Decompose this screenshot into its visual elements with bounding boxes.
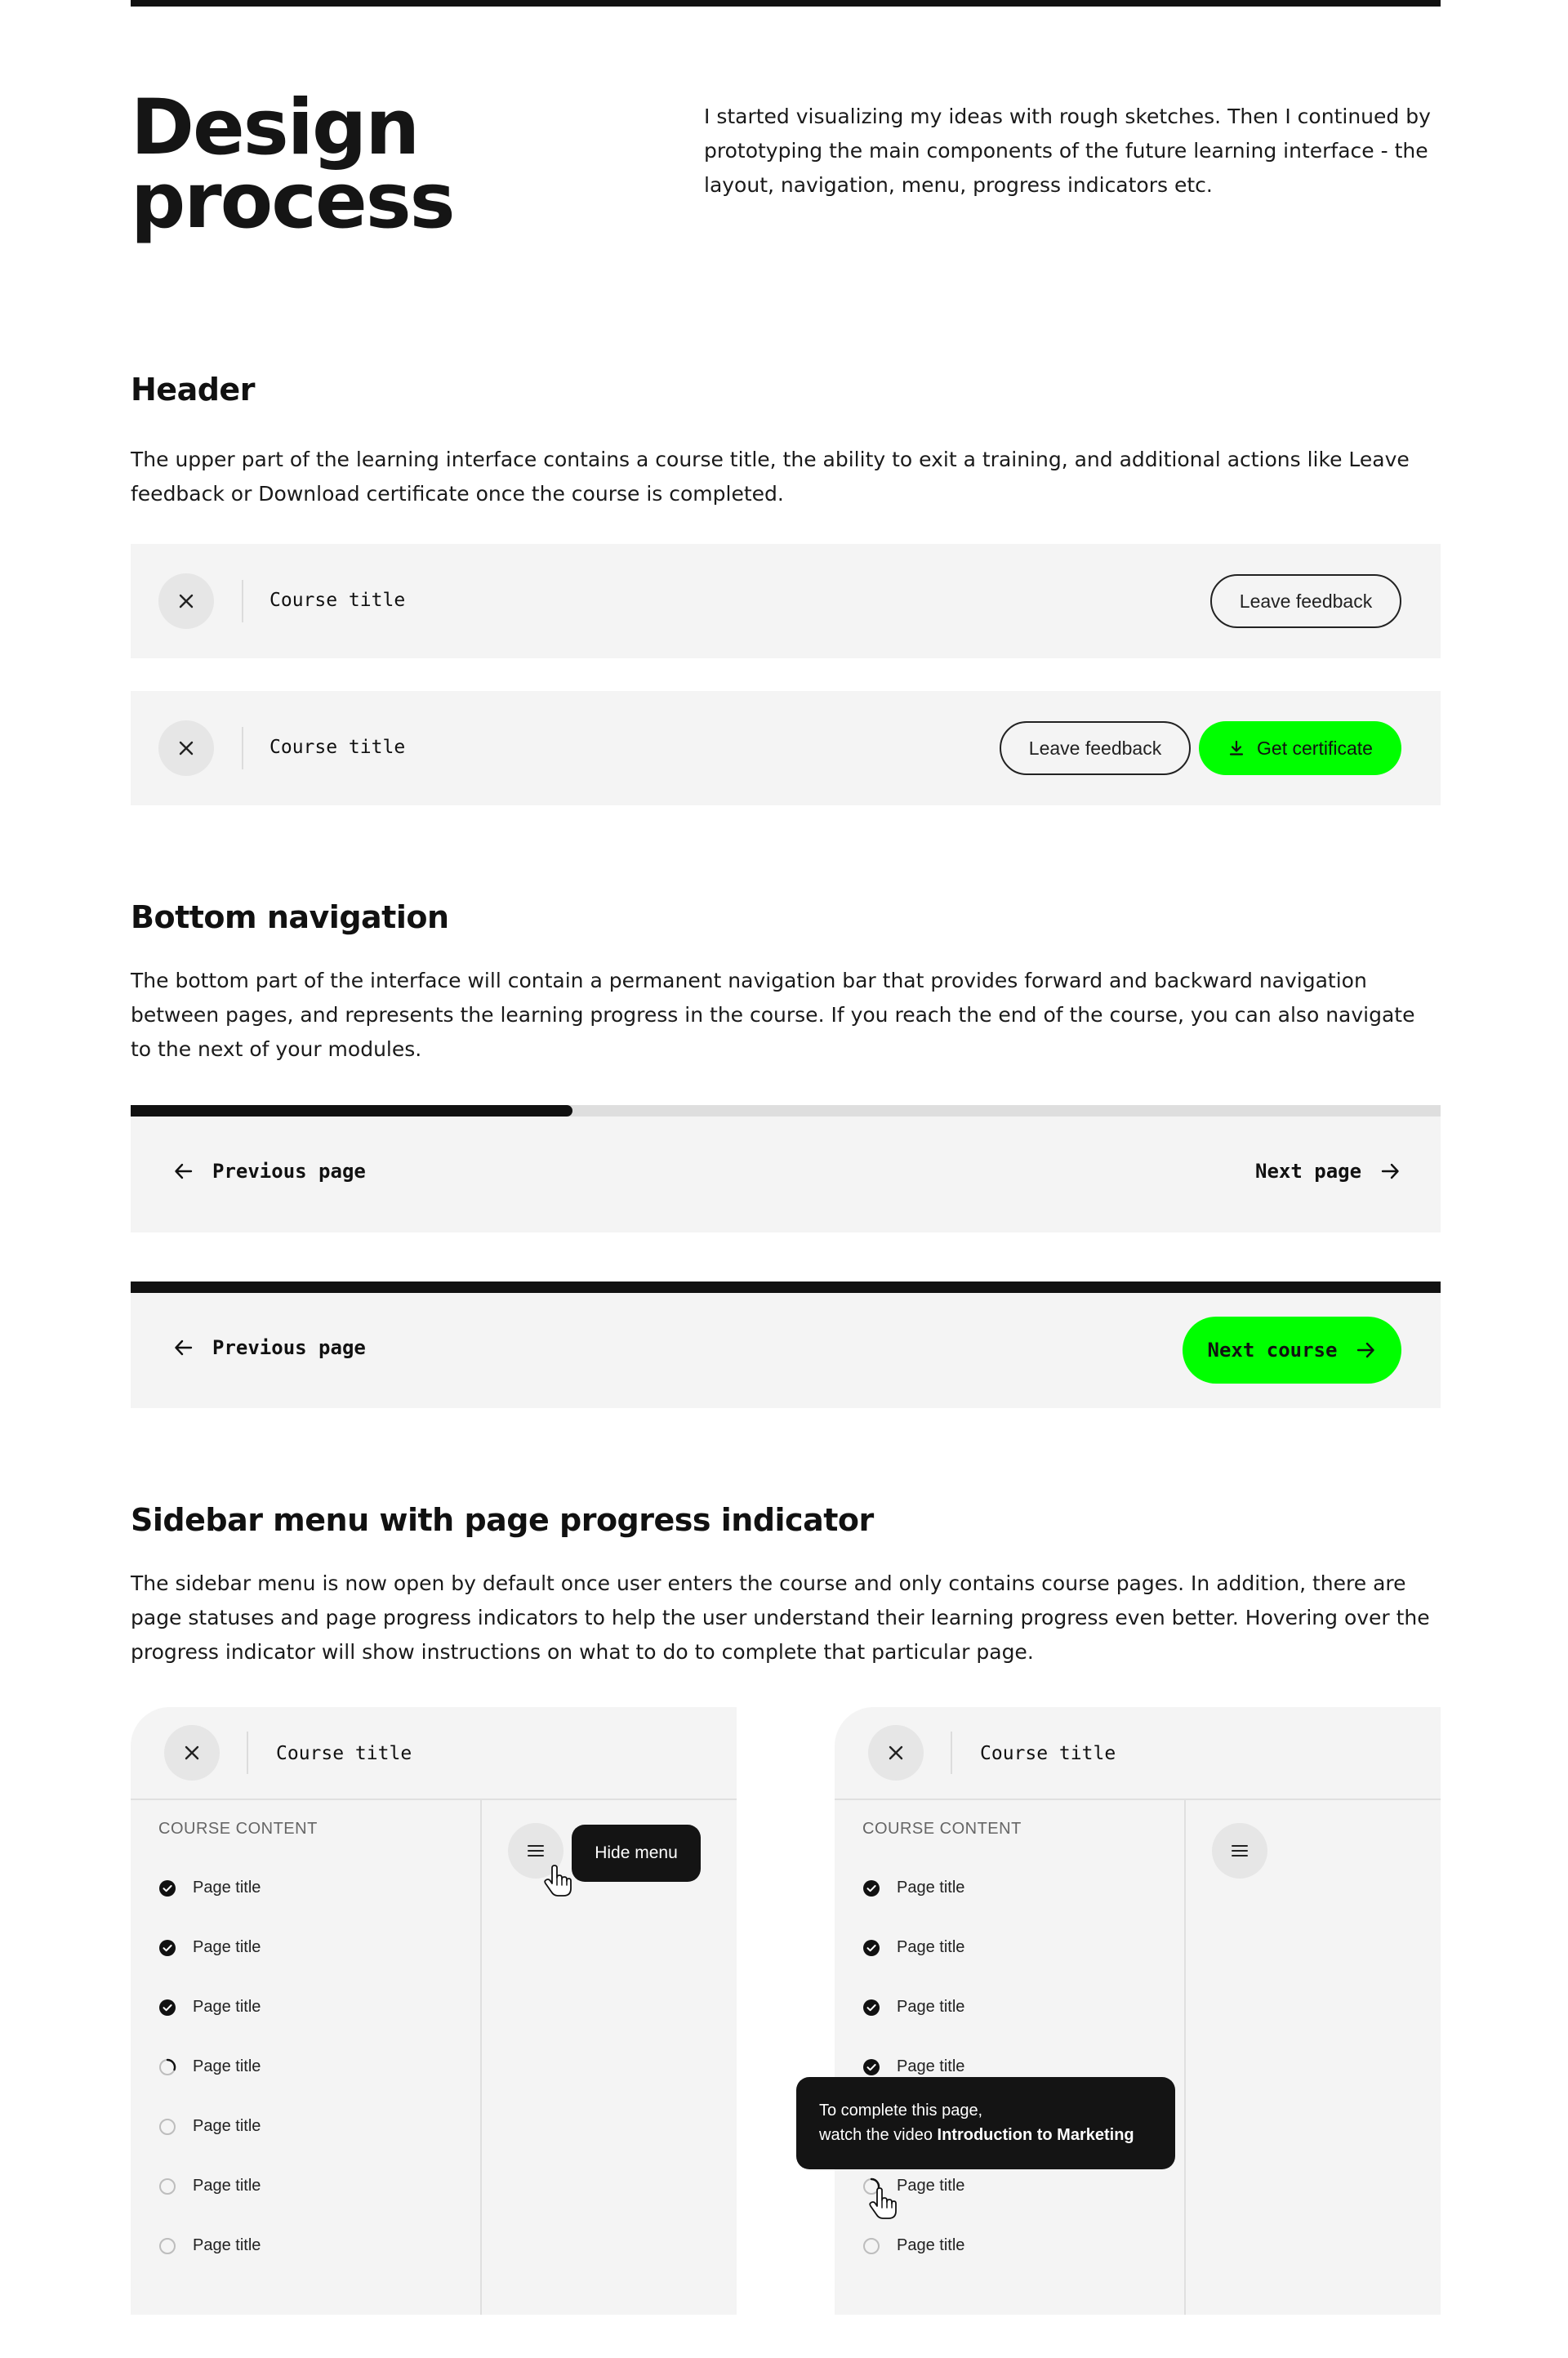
course-progress-bar	[131, 1282, 1441, 1293]
sidebar-section-heading: Sidebar menu with page progress indicator	[131, 1502, 874, 1538]
page-list-item[interactable]	[158, 2057, 261, 2076]
hand-cursor-icon	[869, 2187, 897, 2220]
title-line-1: Design	[131, 83, 419, 172]
bottom-nav-example-1	[131, 1117, 1441, 1232]
close-icon	[887, 1744, 905, 1762]
page-list-item[interactable]	[862, 1879, 964, 1897]
page-title	[131, 83, 454, 246]
course-progress-fill	[131, 1105, 572, 1117]
empty-circle-icon	[158, 2237, 176, 2255]
close-button[interactable]	[164, 1725, 220, 1781]
check-circle-icon	[862, 1939, 880, 1957]
page-list-item[interactable]	[158, 1879, 261, 1897]
page-title-label: Page title	[193, 2117, 261, 2135]
next-course-label: Next course	[1207, 1339, 1338, 1362]
header-example-1	[131, 544, 1441, 658]
course-progress-fill	[131, 1282, 1441, 1293]
close-icon	[177, 592, 195, 610]
header-section-description: The upper part of the learning interface contains a course title, the ability to exit a training, and additional actions like Leave feedback or Download certificate once the course is completed.	[131, 448, 1410, 506]
empty-circle-icon	[158, 2177, 176, 2195]
header-example-2	[131, 691, 1441, 805]
empty-circle-icon	[158, 2118, 176, 2136]
check-circle-icon	[862, 1999, 880, 2017]
close-button[interactable]	[158, 720, 214, 776]
bottom-nav-example-2	[131, 1293, 1441, 1408]
check-circle-icon	[862, 1879, 880, 1897]
course-progress-bar	[131, 1105, 1441, 1117]
arrow-right-icon	[1355, 1339, 1376, 1361]
close-button[interactable]	[868, 1725, 924, 1781]
previous-page-button[interactable]	[173, 1160, 366, 1183]
arrow-right-icon	[1379, 1161, 1401, 1182]
hamburger-icon	[525, 1840, 546, 1861]
page-list-item[interactable]	[862, 1938, 964, 1957]
check-circle-icon	[158, 1939, 176, 1957]
get-certificate-button[interactable]	[1199, 721, 1401, 775]
leave-feedback-button[interactable]: Leave feedback	[1210, 574, 1401, 628]
page-title-label: Page title	[897, 1938, 965, 1956]
arrow-left-icon	[173, 1337, 194, 1358]
header-bottom-border	[835, 1799, 1441, 1800]
get-certificate-label: Get certificate	[1257, 737, 1373, 759]
tooltip-line-1: To complete this page,	[819, 2102, 983, 2120]
page-list-item[interactable]	[158, 2117, 261, 2136]
progress-circle-icon	[158, 2058, 176, 2076]
menu-toggle-button[interactable]	[1212, 1823, 1267, 1879]
close-button[interactable]	[158, 573, 214, 629]
course-content-label: COURSE CONTENT	[862, 1820, 1022, 1838]
header-divider	[242, 580, 243, 622]
page-title-label: Page title	[897, 2057, 965, 2075]
intro-paragraph: I started visualizing my ideas with rough sketches. Then I continued by prototyping the main components of the future learning interface - the layout, navigation, menu, progress indicators etc.	[704, 105, 1431, 197]
page-title-label: Page title	[193, 1938, 261, 1956]
course-title: Course title	[270, 737, 406, 758]
previous-page-button[interactable]	[173, 1336, 366, 1359]
course-title: Course title	[980, 1743, 1116, 1764]
page-list-item[interactable]	[862, 2236, 964, 2255]
leave-feedback-button[interactable]: Leave feedback	[1000, 721, 1191, 775]
bottom-nav-heading: Bottom navigation	[131, 899, 449, 935]
next-page-label: Next page	[1255, 1160, 1362, 1183]
page-list-item[interactable]	[158, 2177, 261, 2195]
tooltip-video-name: Introduction to Marketing	[937, 2126, 1134, 2144]
hand-cursor-icon	[544, 1865, 572, 1897]
header-divider	[242, 727, 243, 769]
page-title-label: Page title	[897, 1879, 965, 1897]
title-line-2: process	[131, 157, 454, 246]
close-icon	[183, 1744, 201, 1762]
page-title-label: Page title	[897, 2236, 965, 2254]
sidebar-section-description: The sidebar menu is now open by default once user enters the course and only contains course pages. In addition, there are page statuses and page progress indicators to help the user understand their learning progress even better. Hovering over the progress indicator will show instructions on what to do to complete that particular page.	[131, 1571, 1430, 1664]
page-list-item[interactable]	[862, 1998, 964, 2017]
course-content-label: COURSE CONTENT	[158, 1820, 318, 1838]
top-divider-bar	[131, 0, 1441, 7]
tooltip-line-2: watch the video Introduction to Marketing	[819, 2126, 1134, 2144]
empty-circle-icon	[862, 2237, 880, 2255]
check-circle-icon	[862, 2058, 880, 2076]
page-list-item[interactable]	[158, 2236, 261, 2255]
header-divider	[247, 1732, 248, 1774]
page-list-item[interactable]	[862, 2057, 964, 2076]
sidebar-border	[480, 1799, 482, 2315]
header-bottom-border	[131, 1799, 737, 1800]
sidebar-example-right	[835, 1707, 1441, 2315]
check-circle-icon	[158, 1999, 176, 2017]
previous-page-label: Previous page	[212, 1336, 366, 1359]
course-title: Course title	[270, 590, 406, 611]
sidebar-border	[1184, 1799, 1186, 2315]
next-page-button[interactable]	[1255, 1160, 1401, 1183]
next-course-button[interactable]	[1183, 1317, 1401, 1384]
page-title-label: Page title	[897, 2177, 965, 2195]
bottom-nav-description: The bottom part of the interface will contain a permanent navigation bar that provides forward and backward navigation between pages, and represents the learning progress in the course. If you reach the end of the course, you can also navigate to the next of your modules.	[131, 969, 1415, 1061]
close-icon	[177, 739, 195, 757]
check-circle-icon	[158, 1879, 176, 1897]
sidebar-example-left	[131, 1707, 737, 2315]
header-divider	[951, 1732, 952, 1774]
page-title-label: Page title	[193, 1879, 261, 1897]
header-section-heading: Header	[131, 372, 255, 408]
course-title: Course title	[276, 1743, 412, 1764]
page-title-label: Page title	[193, 2177, 261, 2195]
page-progress-tooltip	[796, 2077, 1175, 2169]
page-title-label: Page title	[193, 1998, 261, 2016]
page-title-label: Page title	[193, 2236, 261, 2254]
page-list-item[interactable]	[158, 1938, 261, 1957]
download-icon	[1227, 739, 1245, 757]
hamburger-icon	[1229, 1840, 1250, 1861]
hide-menu-tooltip: Hide menu	[572, 1825, 701, 1882]
page-title-label: Page title	[193, 2057, 261, 2075]
page-title-label: Page title	[897, 1998, 965, 2016]
previous-page-label: Previous page	[212, 1160, 366, 1183]
page-list-item[interactable]	[158, 1998, 261, 2017]
arrow-left-icon	[173, 1161, 194, 1182]
